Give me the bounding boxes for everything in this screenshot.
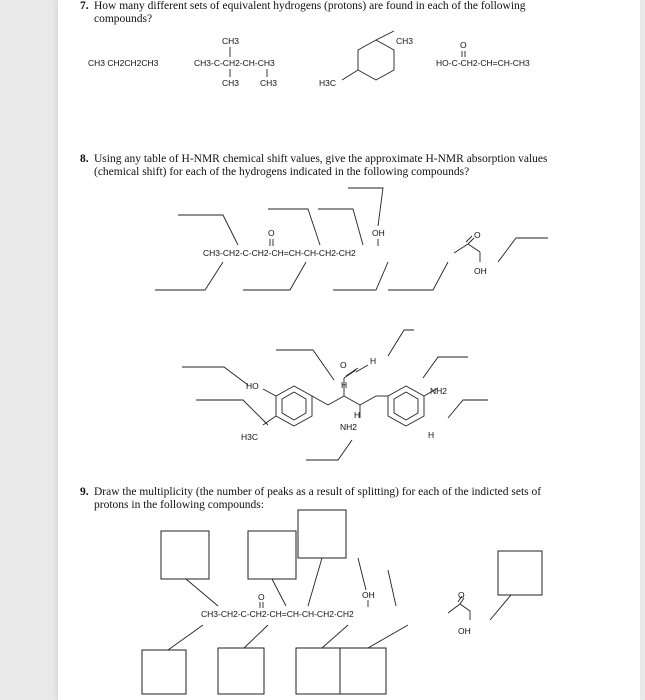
- q8-main-chain: CH3-CH2-C-CH2-CH=CH-CH-CH2-CH2: [203, 248, 356, 258]
- answer-box[interactable]: [248, 531, 296, 579]
- branched-bottom-ch3-2: CH3: [260, 78, 278, 88]
- q9-answer-boxes: [142, 510, 542, 694]
- question-number: 8.: [80, 153, 89, 165]
- question-text-line-2: protons in the following compounds:: [94, 499, 264, 511]
- q9-alcohol-oh: OH: [362, 590, 375, 600]
- acid-main-chain: HO-C-CH2-CH=CH-CH3: [436, 58, 530, 68]
- branched-bottom-ch3-1: CH3: [222, 78, 240, 88]
- question-text-line-2: compounds?: [94, 13, 153, 25]
- q8-chain-compound: [155, 188, 548, 290]
- butane-formula: CH3 CH2CH2CH3: [88, 58, 159, 68]
- aldehyde-o: O: [340, 360, 347, 370]
- acid-carbonyl-o: O: [460, 40, 467, 50]
- question-number: 7.: [80, 0, 89, 12]
- answer-box[interactable]: [142, 650, 186, 694]
- amine-nh2: NH2: [340, 422, 358, 432]
- ring-h: H: [428, 430, 435, 440]
- answer-box[interactable]: [298, 510, 346, 558]
- aldehyde-h: H: [370, 356, 377, 366]
- question-text-line-2: (chemical shift) for each of the hydrogens indicated in the following compounds?: [94, 166, 470, 178]
- chemistry-figures: [58, 0, 640, 700]
- cyclohexane-ch3-top: CH3: [396, 36, 414, 46]
- q8-alcohol-oh: OH: [372, 228, 385, 238]
- answer-box[interactable]: [340, 648, 386, 694]
- branched-main-chain: CH3-C-CH2-CH-CH3: [194, 58, 275, 68]
- q8-ketone-o: O: [268, 228, 275, 238]
- q8-acid-o: O: [474, 230, 481, 240]
- q8-acid-oh: OH: [474, 266, 487, 276]
- question-number: 9.: [80, 486, 89, 498]
- worksheet-page: [58, 0, 640, 700]
- q9-main-chain: CH3-CH2-C-CH2-CH=CH-CH-CH2-CH2: [201, 609, 354, 619]
- question-text-line-1: Using any table of H-NMR chemical shift values, give the approximate H-NMR absorption values: [94, 153, 548, 165]
- question-text-line-1: How many different sets of equivalent hydrogens (protons) are found in each of the following: [94, 0, 526, 12]
- pentenoic-acid: [436, 40, 530, 68]
- q8-chain-answer-lines: [155, 188, 548, 290]
- q7-compounds: [88, 31, 530, 88]
- q8-aromatic-compound: [182, 330, 488, 460]
- methyl-h3c: H3C: [241, 432, 259, 442]
- answer-box[interactable]: [498, 551, 542, 595]
- benzylic-h: H: [354, 410, 361, 420]
- alpha-h: H: [341, 380, 348, 390]
- cyclohexane-h3c-bottom: H3C: [319, 78, 337, 88]
- dimethylcyclohexane: [319, 31, 413, 88]
- branched-alkane: [194, 36, 277, 88]
- q9-compound: [142, 510, 542, 694]
- answer-box[interactable]: [218, 648, 264, 694]
- branched-top-ch3: CH3: [222, 36, 240, 46]
- question-text-line-1: Draw the multiplicity (the number of peaks as a result of splitting) for each of the indicted sets of: [94, 486, 542, 498]
- aniline-nh2: NH2: [430, 386, 448, 396]
- phenol-ho: HO: [246, 381, 259, 391]
- q9-acid-oh: OH: [458, 626, 471, 636]
- answer-box[interactable]: [161, 531, 209, 579]
- q9-ketone-o: O: [258, 592, 265, 602]
- q9-acid-o: O: [458, 590, 465, 600]
- answer-box[interactable]: [296, 648, 342, 694]
